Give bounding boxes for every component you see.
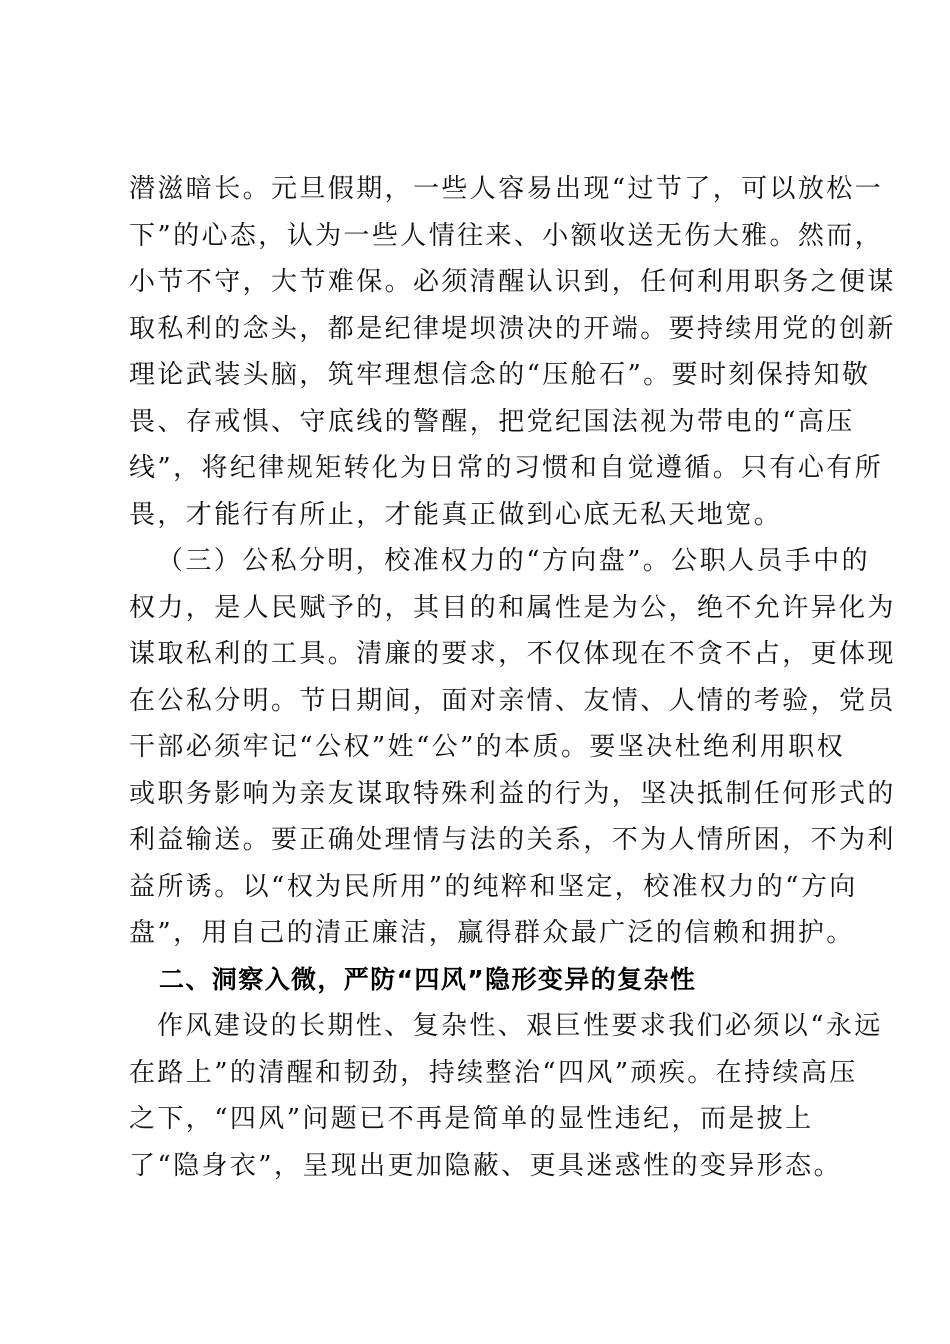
subsection-title-line: （三）公私分明，校准权力的“方向盘”。公职人员手中的 bbox=[157, 546, 870, 576]
text-line: 益所诱。以“权为民所用”的纯粹和坚定，校准权力的“方向 bbox=[129, 871, 858, 902]
text-line: 盘”，用自己的清正廉洁，赢得群众最广泛的信赖和拥护。 bbox=[129, 918, 855, 948]
text-line: 小节不守，大节难保。必须清醒认识到，任何利用职务之便谋 bbox=[129, 267, 896, 297]
paragraph-public-private bbox=[129, 538, 896, 957]
text-line: 在路上”的清醒和韧劲，持续整治“四风”顽疾。在持续高压 bbox=[129, 1057, 858, 1088]
text-line: 畏、存戒惧、守底线的警醒，把党纪国法视为带电的“高压 bbox=[129, 406, 855, 437]
paragraph-four-winds bbox=[129, 1003, 883, 1189]
paragraph-discipline bbox=[129, 166, 896, 538]
text-line: 线”，将纪律规矩转化为日常的习惯和自觉遵循。只有心有所 bbox=[129, 453, 884, 483]
text-line: 下”的心态，认为一些人情往来、小额收送无伤大雅。然而， bbox=[129, 220, 884, 251]
text-line: 谋取私利的工具。清廉的要求，不仅体现在不贪不占，更体现 bbox=[129, 639, 896, 669]
text-line: 理论武装头脑，筑牢理想信念的“压舱石”。要时刻保持知敬 bbox=[129, 360, 871, 390]
text-line: 或职务影响为亲友谋取特殊利益的行为，坚决抵制任何形式的 bbox=[129, 778, 896, 809]
text-line: 干部必须牢记“公权”姓“公”的本质。要坚决杜绝利用职权 bbox=[129, 732, 845, 762]
text-line: 潜滋暗长。元旦假期，一些人容易出现“过节了，可以放松一 bbox=[129, 174, 884, 204]
text-line: 之下，“四风”问题已不再是简单的显性违纪，而是披上 bbox=[129, 1104, 814, 1134]
text-line: 作风建设的长期性、复杂性、艰巨性要求我们必须以“永远 bbox=[157, 1011, 883, 1041]
section-heading bbox=[129, 957, 819, 1004]
text-line: 利益输送。要正确处理情与法的关系，不为人情所困，不为利 bbox=[129, 825, 896, 855]
text-line: 取私利的念头，都是纪律堤坝溃决的开端。要持续用党的创新 bbox=[129, 313, 896, 344]
document-page bbox=[129, 166, 896, 1189]
text-line: 在公私分明。节日期间，面对亲情、友情、人情的考验，党员 bbox=[129, 685, 896, 716]
section-heading-text: 二、洞察入微，严防“四风”隐形变异的复杂性 bbox=[159, 964, 697, 994]
text-line: 畏，才能行有所止，才能真正做到心底无私天地宽。 bbox=[129, 499, 783, 530]
text-line: 了“隐身衣”，呈现出更加隐蔽、更具迷惑性的变异形态。 bbox=[129, 1150, 842, 1181]
text-line: 权力，是人民赋予的，其目的和属性是为公，绝不允许异化为 bbox=[129, 592, 896, 623]
